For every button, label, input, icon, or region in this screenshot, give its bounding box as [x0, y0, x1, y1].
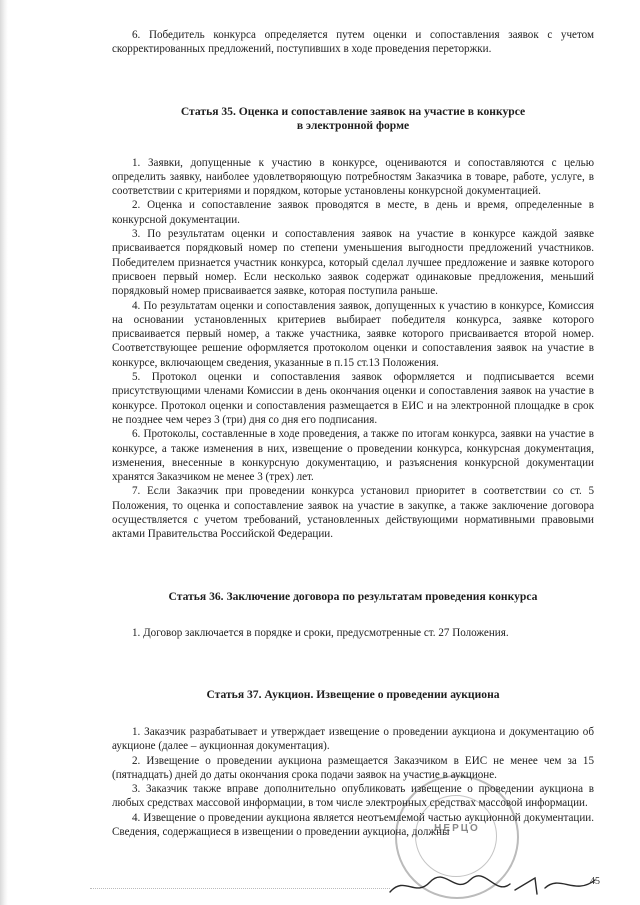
stamp-text: НЕРЦО [434, 823, 480, 834]
article-36-paragraph-1: 1. Договор заключается в порядке и сроки, предусмотренные ст. 27 Положения. [132, 627, 509, 640]
document-body [112, 28, 594, 839]
article-35-paragraph-1: 1. Заявки, допущенные к участию в конкурсе, оцениваются и сопоставляются с целью определить заявку, наиболее удовлетворяющую потребностям Заказчика в товаре, работе, услуге, в соответствии с критериями и порядком, которые установлены конкурсной документацией. [112, 156, 594, 198]
scan-edge-shadow [0, 0, 8, 905]
article-35-title-line-1: Статья 35. Оценка и сопоставление заявок на участие в конкурсе [180, 104, 526, 118]
article-37-paragraph-3: 3. Заказчик также вправе дополнительно опубликовать извещение о проведении аукциона в любых средствах массовой информации, в том числе электронных средствах массовой информации. [112, 783, 594, 810]
article-37-paragraph-1: 1. Заказчик разрабатывает и утверждает извещение о проведении аукциона и документацию об аукционе (далее – аукционная документация). [112, 725, 594, 753]
stamp-inner-ring [415, 795, 497, 877]
article-35-paragraph-3: 3. По результатам оценки и сопоставления заявок на участие в конкурсе каждой заявке присваивается порядковый номер по степени уменьшения выгодности предложений участников. Победителем признается участник конкурса, который сделал лучшее предложение и заявке которого присвоен первый номер. Если несколько заявок содержат одинаковые предложения, меньший порядковый номер присваивается заявке, которая поступила раньше. [112, 228, 594, 298]
article-35-paragraph-4: 4. По результатам оценки и сопоставления заявок, допущенных к участию в конкурсе, Комиссия на основании установленных критериев выбирает победителя конкурса, заявке которого присваивается первый номер, а также участника, заявке которого присваивается второй номер. Соответствующее решение оформляется протоколом оценки и сопоставления заявок на участие в конкурсе, включающем сведения, указанные в п.15 ст.13 Положения. [112, 299, 594, 369]
article-35-title-line-2: в электронной форме [296, 119, 410, 133]
article-37-paragraph-4: 4. Извещение о проведении аукциона является неотъемлемой частью аукционной документации. Сведения, содержащиеся в извещении о проведении аукциона, должны [112, 811, 594, 838]
handwritten-signature [385, 870, 605, 900]
article-37-paragraph-2: 2. Извещение о проведении аукциона размещается Заказчиком в ЕИС не менее чем за 15 (пятнадцать) дней до даты окончания срока подачи заявок на участие в аукционе. [112, 754, 594, 781]
article-35-heading [112, 105, 594, 134]
article-36-heading: Статья 36. Заключение договора по результатам проведения конкурса [168, 589, 538, 603]
article-35-paragraph-6: 6. Протоколы, составленные в ходе проведения, а также по итогам конкурса, заявки на участие в конкурсе, а также изменения в них, извещение о проведении конкурса, конкурсная документация, изменения, внесенные в конкурсную документацию, и разъяснения конкурсной документации хранятся Заказчиком не менее 3 (трех) лет. [112, 428, 594, 484]
footer-dotted-line [90, 888, 390, 890]
article-35-paragraph-5: 5. Протокол оценки и сопоставления заявок оформляется и подписывается всеми присутствующими членами Комиссии в день окончания оценки и сопоставления заявок на участие в конкурсе. Протокол оценки и сопоставления размещается в ЕИС и на электронной площадке в срок не позднее чем через 3 (три) дня со дня его подписания. [112, 371, 594, 426]
page-number: 45 [590, 876, 600, 887]
article-35-paragraph-2: 2. Оценка и сопоставление заявок проводятся в месте, в день и время, определенные в конкурсной документации. [112, 199, 594, 226]
article-37-heading: Статья 37. Аукцион. Извещение о проведении аукциона [206, 688, 500, 702]
article-35-paragraph-7: 7. Если Заказчик при проведении конкурса установил приоритет в соответствии со ст. 5 Положения, то оценка и сопоставление заявок на участие в закупке, а также заключение договора осуществляется с учетом требований, установленных действующими нормативными правовыми актами Правительства Российской Федерации. [112, 485, 594, 541]
intro-paragraph-6: 6. Победитель конкурса определяется путем оценки и сопоставления заявок с учетом скорректированных предложений, поступивших в ходе проведения переторжки. [112, 29, 594, 56]
